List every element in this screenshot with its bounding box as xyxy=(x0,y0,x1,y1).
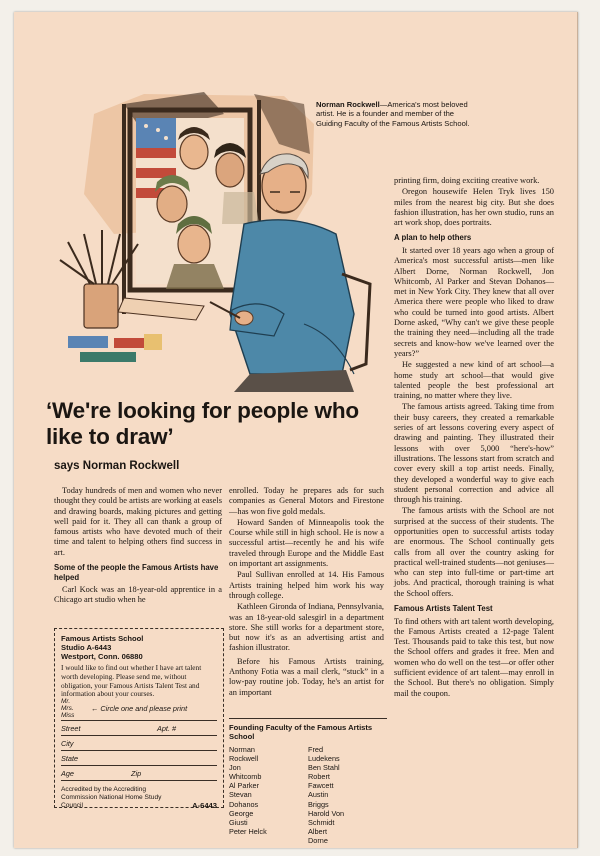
coupon-body: I would like to find out whether I have art talent worth developing. Please send me, without obligation, your Famous Artists Talent Test and information about your courses. xyxy=(61,663,202,699)
accreditation-note: Accredited by the Accrediting Commission National Home Study Council A-6443 xyxy=(61,786,217,811)
coupon-address: Westport, Conn. 06880 xyxy=(61,652,143,661)
paragraph: To find others with art talent worth developing, the Famous Artists created a 12-page Talent Test. Thousands paid to take this test, but now the School offers and grades it free. Men and women who do well on the test—or offer other sufficient evidence of art talent—may enroll in the School. But there's no obligation. Simply mail the coupon. xyxy=(394,616,554,698)
section-heading: Some of the people the Famous Artists have helped xyxy=(54,563,219,582)
faculty-list-left xyxy=(229,745,308,845)
paragraph: The famous artists agreed. Taking time from their busy careers, they created a remarkable series of art lessons covering every aspect of drawing and painting. They illustrated their lessons with over 5,000 “here's-how” illustrations. The lessons start from scratch and cover every skill a top artist needs. Finally, they developed a wonderful way to give each student personal correction and advice all through his training. xyxy=(394,402,554,505)
name-field[interactable] xyxy=(61,699,217,721)
coupon-code: A-6443 xyxy=(192,801,217,811)
faculty-name: Norman Rockwell xyxy=(229,745,259,764)
faculty-name: Austin Briggs xyxy=(308,790,329,809)
faculty-name: Al Parker xyxy=(229,781,260,791)
section-heading: Famous Artists Talent Test xyxy=(394,604,493,614)
city-label: City xyxy=(61,739,74,749)
paragraph: Today hundreds of men and women who never thought they could be artists are working at easels and drawing boards, making pictures and getting well paid for it. They all can thank a group of famous artists who have devoted much of their time and talent to helping others find success in art. xyxy=(54,486,222,557)
paragraph: Carl Kock was an 18-year-old apprentice in a Chicago art studio when he xyxy=(54,585,222,605)
paragraph: It started over 18 years ago when a group of America's most successful artists—men like Albert Dorne, Norman Rockwell, Jon Whitcomb, Al Parker and Stevan Dohanos—met in New York City. They knew that all over America there were people who liked to draw who could be turned into good artists. Albert Dorne asked, “Why can't we give these people the training they need—including all the trade secrets and know-how we've learned over the years?” xyxy=(394,245,554,358)
faculty-name: Stevan Dohanos xyxy=(229,790,259,809)
faculty-name: Jon Whitcomb xyxy=(229,763,262,782)
headline: ‘We're looking for people who like to draw’ xyxy=(46,398,359,449)
paragraph: Before his Famous Artists training, Anthony Fotia was a mail clerk, “stuck” in a low-pay routine job. Today, he's an artist for an important xyxy=(229,656,384,697)
state-field[interactable] xyxy=(61,751,217,766)
section-heading: A plan to help others xyxy=(394,233,472,243)
magazine-page xyxy=(14,12,578,848)
circle-note: ← Circle one and please print xyxy=(91,704,188,714)
salutation-label: Mr. Mrs. Miss xyxy=(61,698,75,720)
faculty-title: Founding Faculty of the Famous Artists School xyxy=(229,723,373,741)
faculty-name: Fred Ludekens xyxy=(308,745,340,764)
street-field[interactable] xyxy=(61,721,217,736)
mail-coupon[interactable] xyxy=(54,628,224,811)
article-column-3 xyxy=(394,176,554,700)
paragraph: Paul Sullivan enrolled at 14. His Famous Artists training helped him work his way through college. xyxy=(229,570,384,600)
paragraph: Howard Sanden of Minneapolis took the Course while still in high school. He is now a successful artist—recently he and his wife traveled through Europe and the Middle East on important art assignments. xyxy=(229,517,384,569)
paragraph: He suggested a new kind of art school—a home study art school—that would give talented people the best professional art training, no matter where they live. xyxy=(394,360,554,401)
paragraph: Kathleen Gironda of Indiana, Pennsylvania, was an 18-year-old salesgirl in a department store. She still works for a department store, but now it's as an advertising artist and fashion illustrator. xyxy=(229,602,384,653)
article-column-2 xyxy=(229,486,384,699)
faculty-name: Albert Dorne xyxy=(308,826,328,845)
state-label: State xyxy=(61,754,79,764)
city-field[interactable] xyxy=(61,736,217,751)
byline: says Norman Rockwell xyxy=(54,460,180,472)
age-zip-field[interactable] xyxy=(61,766,217,781)
apt-label: Apt. # xyxy=(157,724,177,734)
illustration-caption: Norman Rockwell—America's most beloved artist. He is a founder and member of the Guiding Faculty of the Famous Artists School. xyxy=(316,100,470,128)
street-label: Street xyxy=(61,724,81,734)
faculty-name: Robert Fawcett xyxy=(308,772,334,791)
paragraph: Oregon housewife Helen Tryk lives 150 miles from the nearest big city. But she does fashion illustration, has her own studio, runs an art work shop, does portraits. xyxy=(394,187,554,228)
coupon-school-name: Famous Artists School xyxy=(61,634,144,643)
age-label: Age xyxy=(61,769,74,779)
faculty-name: George Giusti xyxy=(229,808,254,827)
coupon-studio: Studio A-6443 xyxy=(61,643,112,652)
faculty-name: Peter Helck xyxy=(229,826,267,836)
faculty-name: Harold Von Schmidt xyxy=(308,808,345,827)
paragraph: enrolled. Today he prepares ads for such companies as General Motors and Firestone—has won five gold medals. xyxy=(229,486,384,516)
founding-faculty-box xyxy=(229,718,387,845)
paragraph: printing firm, doing exciting creative work. xyxy=(394,176,540,185)
faculty-name: Ben Stahl xyxy=(308,763,340,773)
zip-label: Zip xyxy=(131,769,142,779)
paragraph: The famous artists with the School are not surprised at the success of their students. The opportunities open to successful artists today are enormous. The School continually gets calls from all over the country asking for practical well-trained students—not geniuses—who can step into full-time or part-time art jobs. And practical, thorough training is what the School offers. xyxy=(394,506,554,598)
faculty-list-right xyxy=(308,745,387,845)
article-column-1 xyxy=(54,486,222,607)
